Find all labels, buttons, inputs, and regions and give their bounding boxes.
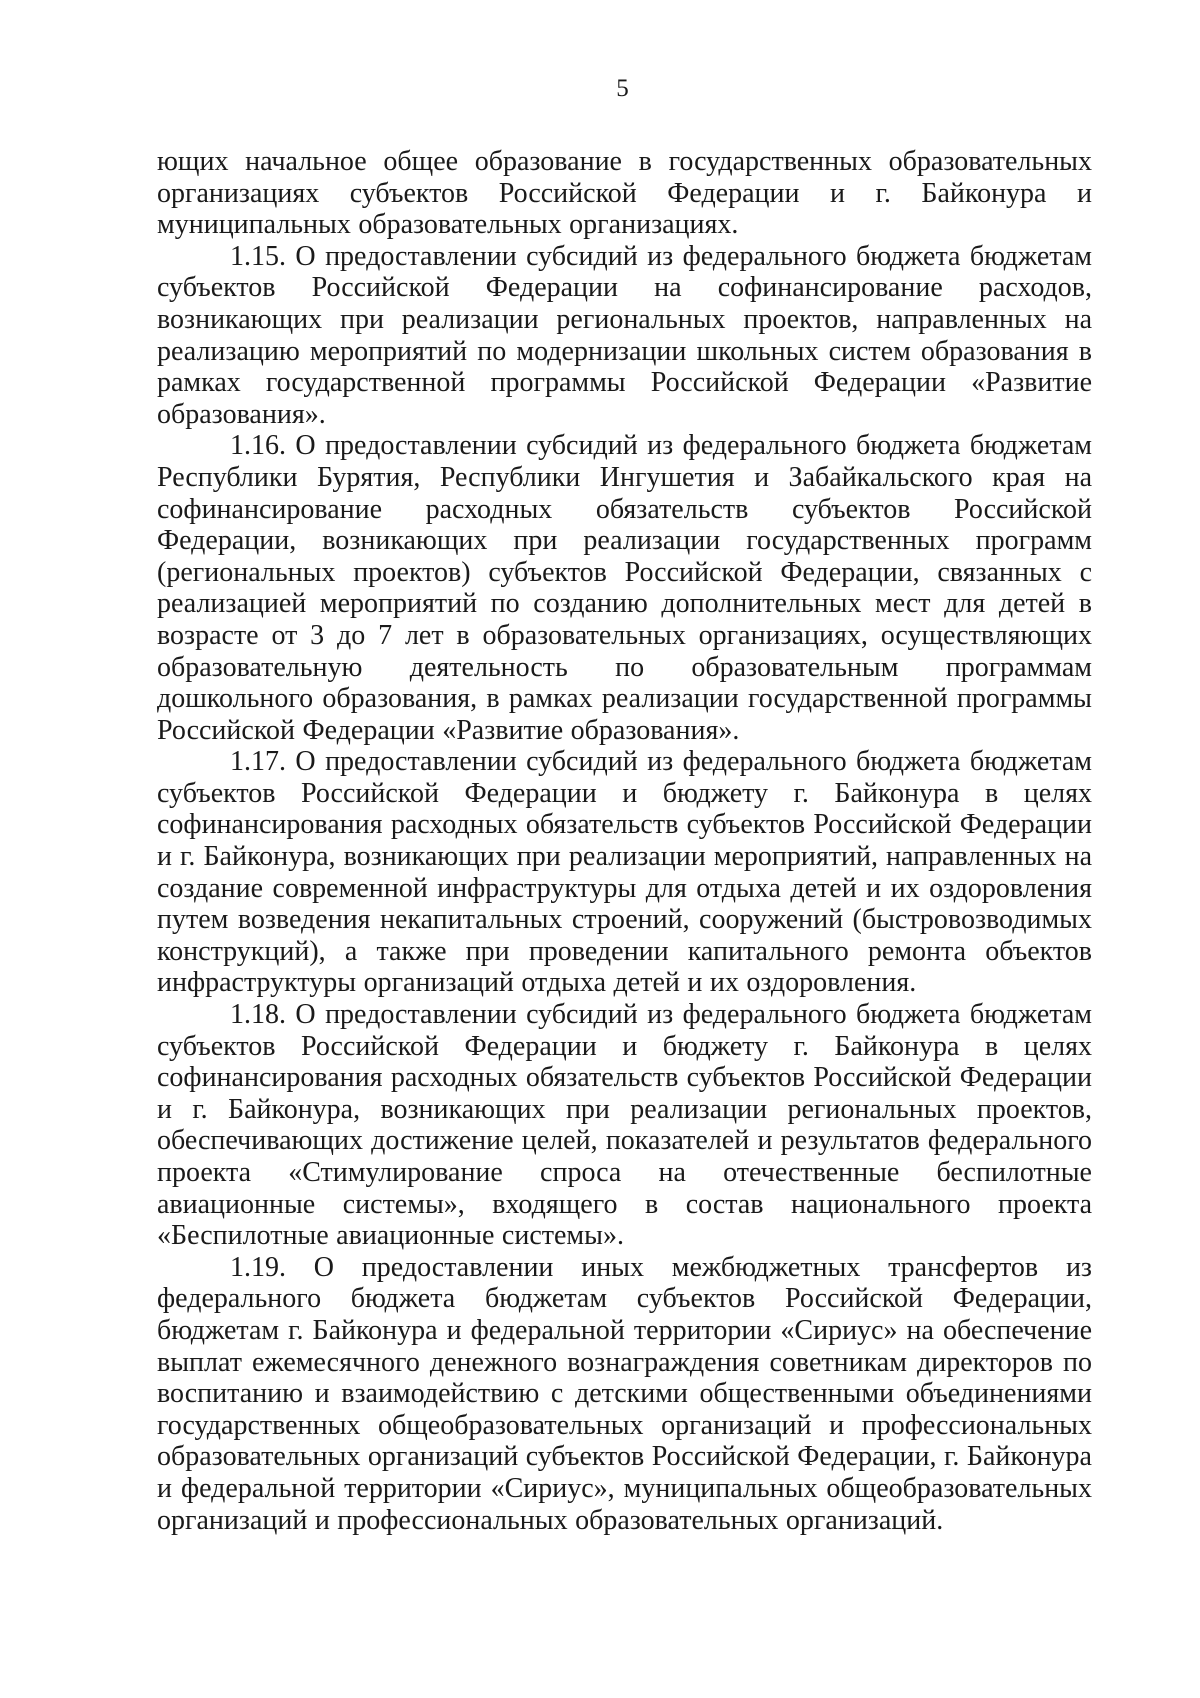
paragraph-1-17: 1.17. О предоставлении субсидий из федерального бюджета бюджетам субъектов Российской Федерации и бюджету г. Байконура в целях софинансирования расходных обязательств субъектов Российской Федерации и г. Байконура, возникающих при реализации мероприятий, направленных на создание современной инфраструктуры для отдыха детей и их оздоровления путем возведения некапитальных строений, сооружений (быстровозводимых конструкций), а также при проведении капитального ремонта объектов инфраструктуры организаций отдыха детей и их оздоровления. — [157, 746, 1092, 999]
page-number: 5 — [616, 75, 629, 102]
document-body — [157, 146, 1092, 1536]
paragraph-1-18: 1.18. О предоставлении субсидий из федерального бюджета бюджетам субъектов Российской Федерации и бюджету г. Байконура в целях софинансирования расходных обязательств субъектов Российской Федерации и г. Байконура, возникающих при реализации региональных проектов, обеспечивающих достижение целей, показателей и результатов федерального проекта «Стимулирование спроса на отечественные беспилотные авиационные системы», входящего в состав национального проекта «Беспилотные авиационные системы». — [157, 999, 1092, 1252]
paragraph-1-16: 1.16. О предоставлении субсидий из федерального бюджета бюджетам Республики Бурятия, Республики Ингушетия и Забайкальского края на софинансирование расходных обязательств субъектов Российской Федерации, возникающих при реализации государственных программ (региональных проектов) субъектов Российской Федерации, связанных с реализацией мероприятий по созданию дополнительных мест для детей в возрасте от 3 до 7 лет в образовательных организациях, осуществляющих образовательную деятельность по образовательным программам дошкольного образования, в рамках реализации государственной программы Российской Федерации «Развитие образования». — [157, 430, 1092, 746]
paragraph-continuation: ющих начальное общее образование в государственных образовательных организациях субъектов Российской Федерации и г. Байконура и муниципальных образовательных организациях. — [157, 146, 1092, 241]
paragraph-1-15: 1.15. О предоставлении субсидий из федерального бюджета бюджетам субъектов Российской Федерации на софинансирование расходов, возникающих при реализации региональных проектов, направленных на реализацию мероприятий по модернизации школьных систем образования в рамках государственной программы Российской Федерации «Развитие образования». — [157, 240, 1092, 430]
paragraph-1-19: 1.19. О предоставлении иных межбюджетных трансфертов из федерального бюджета бюджетам субъектов Российской Федерации, бюджетам г. Байконура и федеральной территории «Сириус» на обеспечение выплат ежемесячного денежного вознаграждения советникам директоров по воспитанию и взаимодействию с детскими общественными объединениями государственных общеобразовательных организаций и профессиональных образовательных организаций субъектов Российской Федерации, г. Байконура и федеральной территории «Сириус», муниципальных общеобразовательных организаций и профессиональных образовательных организаций. — [157, 1251, 1092, 1536]
